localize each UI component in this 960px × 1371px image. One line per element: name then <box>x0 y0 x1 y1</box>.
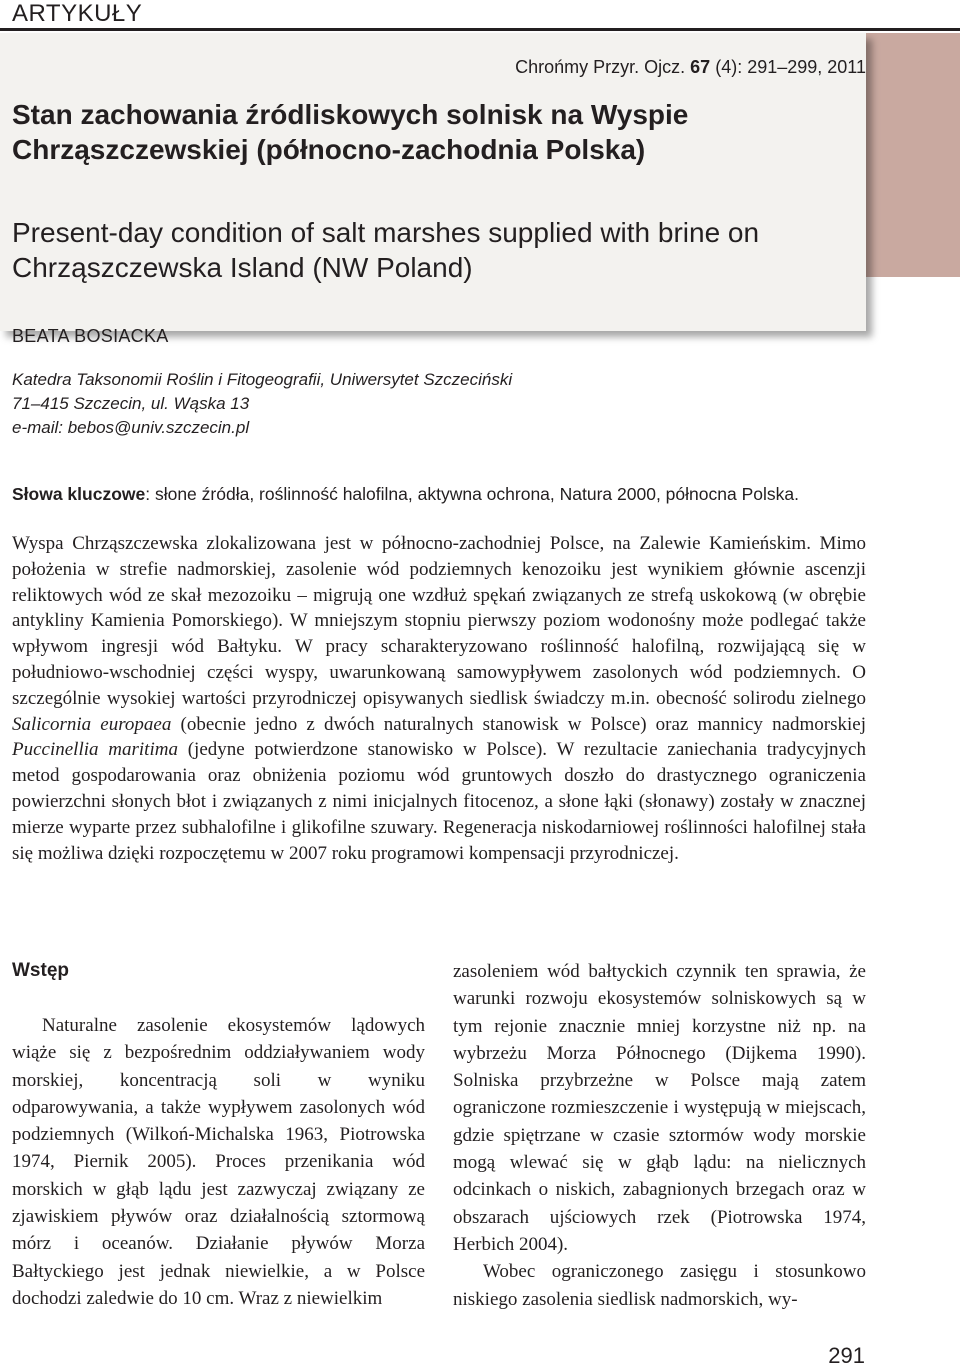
affiliation-line: Katedra Taksonomii Roślin i Fitogeografii, Uniwersytet Szczeciński <box>12 370 513 389</box>
abstract-part-2: (obecnie jedno z dwóch naturalnych stanowisk w Polsce) oraz mannicy nadmorskiej <box>180 713 866 735</box>
section-label: ARTYKUŁY <box>12 0 143 27</box>
body-paragraph: Naturalne zasolenie ekosystemów lądowych wiąże się z bezpośrednim oddziaływaniem wody morskiej, koncentracją soli w wyniku odparowywania, a także wypływem zasolonych wód podziemnych (Wilkoń-Michalska 1963, Piotrowska 1974, Piernik 2005). Proces przenikania wód morskich w głąb lądu jest zazwyczaj związany ze zjawiskiem pływów oraz działalnością sztormową mórz i oceanów. Działanie pływów Morza Bałtyckiego jest jednak niewielkie, a w Polsce dochodzi zaledwie do 10 cm. Wraz z niewielkim <box>12 1015 425 1309</box>
citation-volume: 67 <box>690 57 711 77</box>
species-name: Salicornia europaea <box>12 713 172 735</box>
body-paragraph: zasoleniem wód bałtyckich czynnik ten sprawia, że warunki rozwoju ekosystemów solniskowych są w tym rejonie znacznie mniej korzystne niż np. na wybrzeżu Morza Północnego (Dijkema 1990). Solniska przybrzeżne w Polsce mają zatem ograniczone rozmieszczenie i występują w miejscach, gdzie spiętrzane w czasie sztormów wody morskie mogą wlewać się w głąb lądu: na nielicznych odcinkach o niskich, zabagnionych brzegach oraz w obszarach ujściowych rzek (Piotrowska 1974, Herbich 2004). <box>453 961 866 1255</box>
author-name: BEATA BOSIACKA <box>12 326 169 346</box>
title-english: Present-day condition of salt marshes supplied with brine on Chrząszczewska Island (NW Poland) <box>12 217 760 283</box>
species-name: Puccinellia maritima <box>12 739 178 761</box>
keywords <box>12 482 952 506</box>
header-rule <box>0 28 960 31</box>
affiliation <box>12 368 912 440</box>
column-right <box>453 958 866 1313</box>
body-paragraph: Wobec ograniczonego zasięgu i stosunkowo niskiego zasolenia siedlisk nadmorskich, wy- <box>453 1261 866 1310</box>
title-box <box>0 33 866 346</box>
keywords-text: : słone źródła, roślinność halofilna, aktywna ochrona, Natura 2000, północna Polska. <box>145 484 799 504</box>
keywords-label: Słowa kluczowe <box>12 484 146 504</box>
page-number: 291 <box>828 1343 865 1368</box>
affiliation-address: 71–415 Szczecin, ul. Wąska 13 <box>12 394 250 413</box>
abstract-part-3: (jedyne potwierdzone stanowisko w Polsce). W rezultacie zaniechania tradycyjnych metod gospodarowania oraz obniżenia poziomu wód gruntowych doszło do drastycznego ograniczenia powierzchni słonych błot i związanych z nimi inicjalnych fitocenoz, a słone łąki (słonawy) zostały w znacznej mierze wyparte przez subhalofilne i glikofilne szuwary. Regeneracja niskodarniowej roślinności halofilnej stała się możliwa dzięki rozpoczętemu w 2007 roku programowi kompensacji przyrodniczej. <box>12 739 866 864</box>
citation-issue-pages: (4): 291–299, 2011 <box>715 57 866 77</box>
accent-band <box>858 33 960 277</box>
citation <box>366 57 866 78</box>
affiliation-email[interactable]: e-mail: bebos@univ.szczecin.pl <box>12 418 250 437</box>
abstract-part-1: Wyspa Chrząszczewska zlokalizowana jest w północno-zachodniej Polsce, na Zalewie Kamieńskim. Mimo położenia w strefie nadmorskiej, zasolenie wód podziemnych kenozoiku jest wynikiem głównie ascenzji reliktowych wód ze skał mezozoiku – migrują one wzdłuż spękań związanych ze strefą uskokową (w obrębie antykliny Kamienia Pomorskiego). W mniejszym stopniu pierwszy poziom wodonośny może podlegać także wpływom ingresji wód Bałtyku. W pracy scharakteryzowano roślinność halofilną, rozwijającą się w południowo-wschodniej części wyspy, uwarunkowaną samowypływem zasolonych wód podziemnych. O szczególnie wysokiej wartości przyrodniczej opisywanych siedlisk świadczy m.in. obecność solirodu zielnego <box>12 533 866 709</box>
citation-journal: Chrońmy Przyr. Ojcz. <box>515 57 686 77</box>
section-heading: Wstęp <box>12 960 69 981</box>
column-left <box>12 1012 425 1312</box>
title-polish: Stan zachowania źródliskowych solnisk na Wyspie Chrząszczewskiej (północno-zachodnia Polska) <box>12 99 689 165</box>
abstract-paragraph <box>12 531 866 866</box>
abstract <box>12 531 866 866</box>
